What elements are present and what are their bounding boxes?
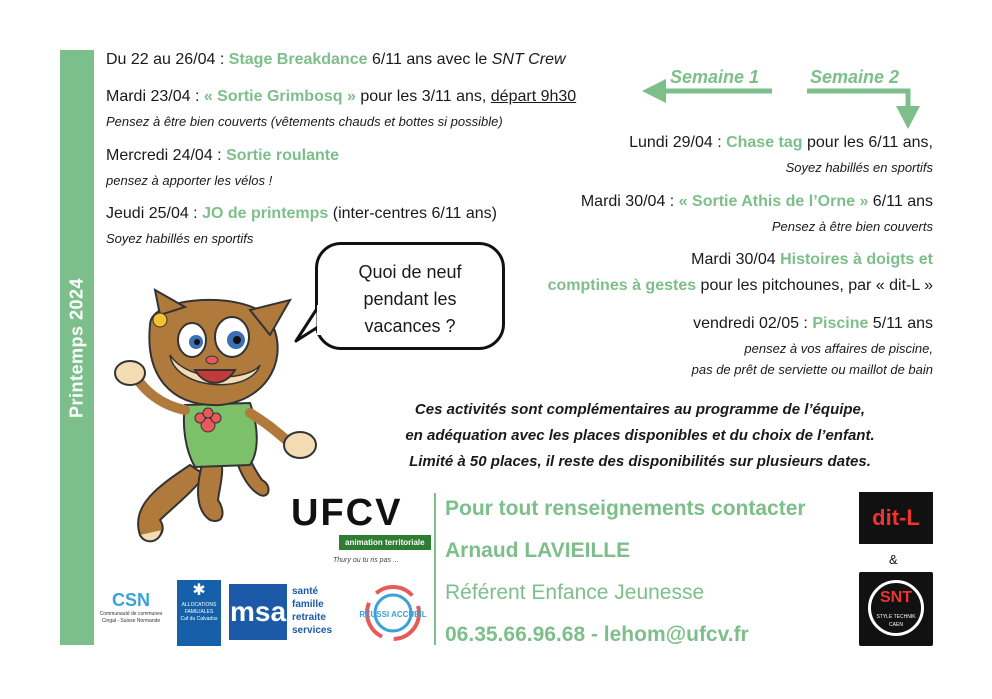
w2-item-3b: comptines à gestes pour les pitchounes, par « dit-L » (547, 277, 933, 294)
speech-bubble (315, 242, 505, 350)
bubble-text: Quoi de neuf pendant les vacances ? (358, 262, 462, 336)
reussi-accueil-text: RÉUSSI ACCUEIL (359, 610, 427, 619)
w1-item-1: Du 22 au 26/04 : Stage Breakdance 6/11 ans avec le SNT Crew (106, 51, 566, 68)
w1-note-4: Soyez habillés en sportifs (106, 231, 254, 246)
w2-note-4: pensez à vos affaires de piscine, (744, 341, 933, 356)
w1-item-3: Mercredi 24/04 : Sortie roulante (106, 147, 339, 164)
contact-heading: Pour tout renseignements contacter (445, 497, 806, 520)
season-label: Printemps 2024 (66, 277, 87, 418)
ufcv-subtitle: animation territoriale (339, 535, 431, 550)
w1-item-4: Jeudi 25/04 : JO de printemps (inter-centres 6/11 ans) (106, 205, 497, 222)
ufcv-tagline: Thury ou tu ris pas ... (333, 557, 399, 564)
contact-divider (434, 493, 436, 645)
w2-item-4: vendredi 02/05 : Piscine 5/11 ans (693, 315, 933, 332)
caf-logo: ✱ ALLOCATIONS FAMILIALES Caf du Calvados (177, 580, 221, 646)
info-paragraph (380, 397, 900, 475)
contact-role: Référent Enfance Jeunesse (445, 581, 705, 604)
info-line-2: en adéquation avec les places disponibles et du choix de l’enfant. (405, 427, 875, 444)
w1-note-3: pensez à apporter les vélos ! (106, 173, 273, 188)
contact-phone-email: 06.35.66.96.68 - lehom@ufcv.fr (445, 623, 749, 646)
snt-logo (859, 572, 933, 646)
contact-block (445, 488, 806, 656)
ampersand: & (889, 552, 898, 567)
arrow-down-right-icon (805, 86, 925, 132)
msa-subtitle: santé famille retraite services (292, 586, 333, 636)
week2-label: Semaine 2 (810, 67, 900, 87)
w2-item-2: Mardi 30/04 : « Sortie Athis de l’Orne » 6/11 ans (580, 193, 933, 210)
w2-note-2: Pensez à être bien couverts (771, 219, 933, 234)
w2-item-1: Lundi 29/04 : Chase tag pour les 6/11 ans, (629, 134, 933, 151)
w1-item-2: Mardi 23/04 : « Sortie Grimbosq » pour les 3/11 ans, départ 9h30 (106, 88, 577, 105)
season-sidebar (60, 50, 94, 645)
w1-note-2: Pensez à être bien couverts (vêtements chauds et bottes si possible) (106, 114, 503, 129)
info-line-1: Ces activités sont complémentaires au programme de l’équipe, (414, 401, 866, 418)
dit-l-logo: dit-L (859, 492, 933, 544)
snt-badge: SNT STYLE TECHNIK CAEN (868, 580, 924, 636)
reussi-accueil-logo (358, 580, 428, 646)
w2-note-1: Soyez habillés en sportifs (785, 160, 933, 175)
w2-item-3: Mardi 30/04 Histoires à doigts et (691, 251, 933, 268)
ufcv-logo: UFCV (291, 492, 403, 534)
w2-note-4b: pas de prêt de serviette ou maillot de bain (691, 362, 933, 377)
contact-name: Arnaud LAVIEILLE (445, 539, 631, 562)
caf-icon: ✱ (192, 582, 206, 599)
week1-label: Semaine 1 (670, 67, 760, 87)
csn-logo: CSN Communauté de communes Cingal - Suisse Normande (99, 590, 163, 624)
info-line-3: Limité à 50 places, il reste des disponibilités sur plusieurs dates. (409, 453, 871, 470)
arrow-left-icon (640, 78, 775, 104)
msa-logo: msa (229, 584, 287, 640)
